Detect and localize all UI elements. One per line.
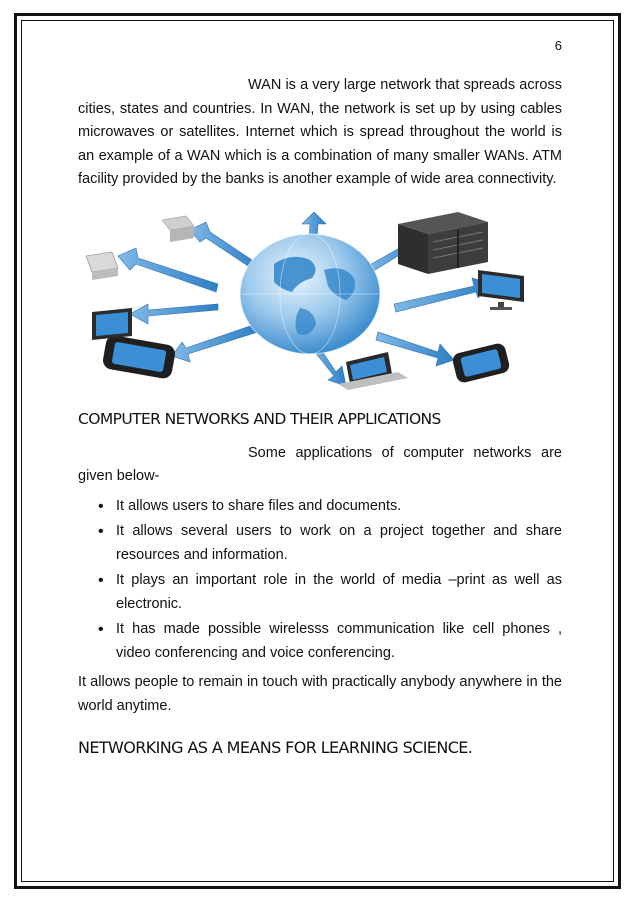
wan-intro-paragraph: WAN is a very large network that spreads across cities, states and countries. In WAN, the network is set up by using cables microwaves or satellites. Internet which is spread throughout the world is an example of a WAN which is a combination of many smaller WANs. ATM facility provided by the banks is another example of wide area connectivity.: [78, 77, 562, 187]
applications-intro: Some applications of computer networks are given below-: [78, 444, 562, 484]
mobile-phone-icon: [102, 334, 177, 380]
list-item: • It has made possible wirelesss communication like cell phones , video conferencing and voice conferencing.: [116, 618, 562, 665]
list-item: • It allows several users to work on a project together and share resources and information.: [116, 520, 562, 567]
wan-illustration: [78, 212, 562, 392]
applications-closing: It allows people to remain in touch with practically anybody anywhere in the world anytime.: [78, 674, 562, 714]
wan-illustration-svg: [78, 212, 562, 392]
mobile-phone-icon: [451, 341, 511, 383]
section-heading-applications: COMPUTER NETWORKS AND THEIR APPLICATIONS: [78, 409, 441, 428]
list-item: • It plays an important role in the world of media –print as well as electronic.: [116, 569, 562, 616]
monitor-icon: [92, 308, 132, 340]
section-heading-learning-science: NETWORKING AS A MEANS FOR LEARNING SCIENCE.: [78, 738, 473, 757]
page-number: 6: [554, 38, 562, 53]
applications-list: [78, 495, 562, 666]
laptop-icon: [338, 352, 408, 390]
globe-icon: [240, 234, 380, 354]
desktop-computer-icon: [162, 216, 194, 242]
printer-icon: [86, 252, 118, 280]
page-content: [78, 74, 562, 771]
server-rack-icon: [398, 212, 488, 274]
list-item: • It allows users to share files and documents.: [116, 495, 562, 519]
monitor-icon: [478, 270, 524, 310]
